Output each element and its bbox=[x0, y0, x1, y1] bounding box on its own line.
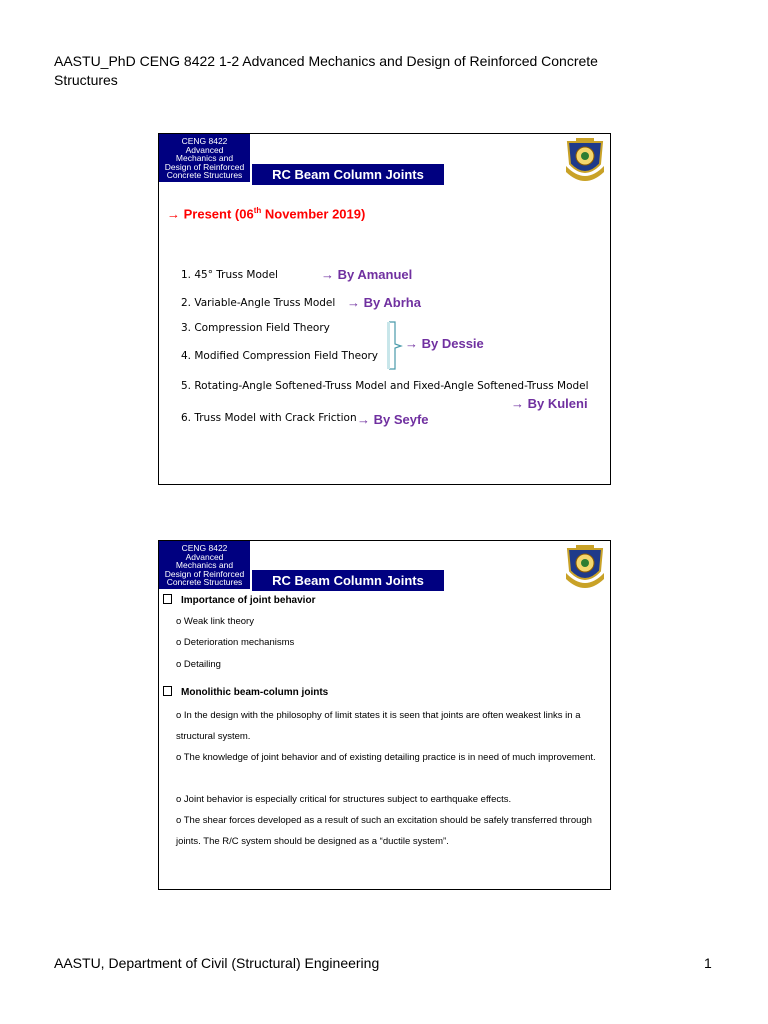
course-label-line: Advanced bbox=[185, 551, 224, 562]
slide-title: RC Beam Column Joints bbox=[252, 164, 444, 185]
list-item: o Deterioration mechanisms bbox=[176, 637, 295, 648]
course-label-line: Concrete Structures bbox=[166, 577, 243, 588]
list-item: 2. Variable-Angle Truss Model bbox=[181, 297, 336, 309]
page-header: AASTU_PhD CENG 8422 1-2 Advanced Mechanics and Design of Reinforced Concrete Structures bbox=[54, 53, 598, 88]
list-item: o Weak link theory bbox=[176, 616, 254, 627]
presenter: → By Dessie bbox=[405, 336, 484, 351]
presenter: → By Amanuel bbox=[321, 267, 413, 282]
list-item: o Detailing bbox=[176, 659, 221, 670]
section-heading-text: Monolithic beam-column joints bbox=[181, 687, 329, 698]
course-label-line: Mechanics and bbox=[175, 560, 234, 571]
list-item: 4. Modified Compression Field Theory bbox=[181, 350, 379, 362]
bullet-box-icon bbox=[163, 594, 172, 604]
present-prefix: → Present (06 bbox=[167, 206, 254, 222]
course-label-box bbox=[159, 541, 250, 589]
course-label-line: Mechanics and bbox=[175, 153, 234, 164]
university-logo-icon bbox=[564, 136, 606, 188]
list-item: 1. 45° Truss Model bbox=[181, 269, 278, 281]
course-label-line: CENG 8422 bbox=[181, 543, 228, 553]
list-item: 5. Rotating-Angle Softened-Truss Model and Fixed-Angle Softened-Truss Model bbox=[181, 380, 589, 392]
brace-icon bbox=[387, 321, 403, 371]
slide-2 bbox=[158, 540, 611, 890]
list-item: 6. Truss Model with Crack Friction bbox=[181, 412, 357, 424]
section-heading bbox=[163, 594, 315, 606]
page-footer: AASTU, Department of Civil (Structural) Engineering bbox=[54, 955, 380, 971]
paragraph: o Joint behavior is especially critical for structures subject to earthquake effects. bbox=[176, 794, 512, 805]
presenter: → By Seyfe bbox=[357, 412, 429, 427]
course-label-line: Advanced bbox=[185, 144, 224, 155]
course-label-line: Design of Reinforced bbox=[164, 568, 245, 579]
section-heading bbox=[163, 686, 328, 698]
presenter: → By Kuleni bbox=[511, 396, 588, 411]
page-number: 1 bbox=[704, 955, 712, 971]
present-sup: th bbox=[253, 206, 262, 215]
paragraph: o In the design with the philosophy of limit states it is seen that joints are often weakest links in a structural system. bbox=[176, 710, 581, 742]
slide-title: RC Beam Column Joints bbox=[252, 570, 444, 591]
course-label-line: Concrete Structures bbox=[166, 170, 243, 181]
present-suffix: November 2019) bbox=[261, 206, 366, 222]
presentation-date bbox=[167, 206, 365, 221]
list-item: 3. Compression Field Theory bbox=[181, 322, 330, 334]
slide-1 bbox=[158, 133, 611, 485]
course-label-line: CENG 8422 bbox=[181, 136, 228, 146]
university-logo-icon bbox=[564, 543, 606, 595]
paragraph: o The shear forces developed as a result of such an excitation should be safely transferred through joints. The R/C system should be designed as a “ductile system”. bbox=[176, 815, 592, 847]
course-label-line: Design of Reinforced bbox=[164, 161, 245, 172]
course-label-box bbox=[159, 134, 250, 182]
paragraph: o The knowledge of joint behavior and of existing detailing practice is in need of much improvement. bbox=[176, 752, 596, 763]
section-heading-text: Importance of joint behavior bbox=[181, 595, 316, 606]
presenter: → By Abrha bbox=[347, 295, 421, 310]
bullet-box-icon bbox=[163, 686, 172, 696]
